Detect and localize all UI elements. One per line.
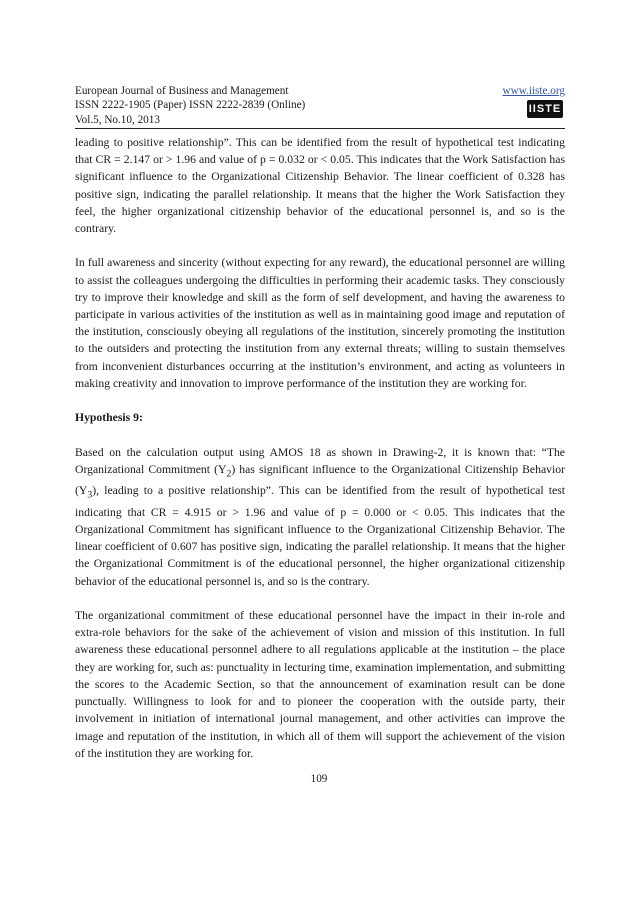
paragraph-1: leading to positive relationship”. This can be identified from the result of hypothetical test indicating that CR = 2.147 or > 1.96 and value of p = 0.032 or < 0.05. This indicates that the Work Satisfaction has significant influence to the Organizational Citizenship Behavior. The linear coefficient of 0.328 has positive sign, indicating the parallel relationship. It means that the higher the Work Satisfaction they feel, the higher organizational citizenship behavior of the educational personnel is, and so is the contrary. xyxy=(75,136,565,236)
journal-title: European Journal of Business and Management xyxy=(75,85,289,97)
iiste-logo: IISTE xyxy=(527,100,563,118)
issn-line: ISSN 2222-1905 (Paper) ISSN 2222-2839 (Online) xyxy=(75,99,306,112)
page-number: 109 xyxy=(310,773,328,785)
paragraph-4: The organizational commitment of these educational personnel have the impact in their in-role and extra-role behaviors for the sake of the achievement of vision and mission of this institution. In full awareness these educational personnel adhere to all regulations applicable at the institution – the place they are working for, such as: punctuality in lecturing time, examination implementation, and submitting the scores to the Academic Section, so that the announcement of examination result can be done punctually. Willingness to look for and to pioneer the cooperation with the outside party, their involvement in initiation of international journal management, and other activities can improve the image and reputation of the institution, in which all of them will support the achievement of the vision of the institution they are working for. xyxy=(75,609,565,760)
hypothesis-heading: Hypothesis 9: xyxy=(75,411,143,425)
header-divider xyxy=(75,128,565,129)
paragraph-2: In full awareness and sincerity (without expecting for any reward), the educational personnel are willing to assist the colleagues undergoing the difficulties in performing their academic tasks. They consciously try to improve their knowledge and skill as the form of self development, and having the awareness to participate in various activities of the institution as well as in maintaining good image and reputation of the institution, consciously obeying all regulations of the institution, sincerely promoting the institution to the outsiders and protecting the institution from any external threats; willing to sustain themselves from inconvenient disturbances occurring at the institution’s environment, and acting as volunteers in making creativity and innovation to improve performance of the institution they are working for. xyxy=(75,256,565,390)
body-text xyxy=(75,134,565,762)
journal-header xyxy=(75,84,565,127)
volume-line: Vol.5, No.10, 2013 xyxy=(75,113,160,126)
paragraph-3: Based on the calculation output using AMOS 18 as shown in Drawing-2, it is known that: “The Organizational Commitment $(Y_2)$ has significant influence to the Organizational Citizenship Behavior $(Y_3)$, leading to a positive relationship”. This can be identified from the result of hypothetical test indicating that CR = 4.915 or > 1.96 and value of p = 0.000 or < 0.05. This indicates that the Organizational Commitment has significant influence to the Organizational Citizenship Behavior. The linear coefficient of 0.607 has positive sign, indicating the parallel relationship. It means that the higher the Organizational Commitment is of the educational personnel, the higher organizational citizenship behavior of the educational personnel is, and so is the contrary. xyxy=(75,445,565,588)
journal-url-link[interactable]: www.iiste.org xyxy=(502,85,565,97)
